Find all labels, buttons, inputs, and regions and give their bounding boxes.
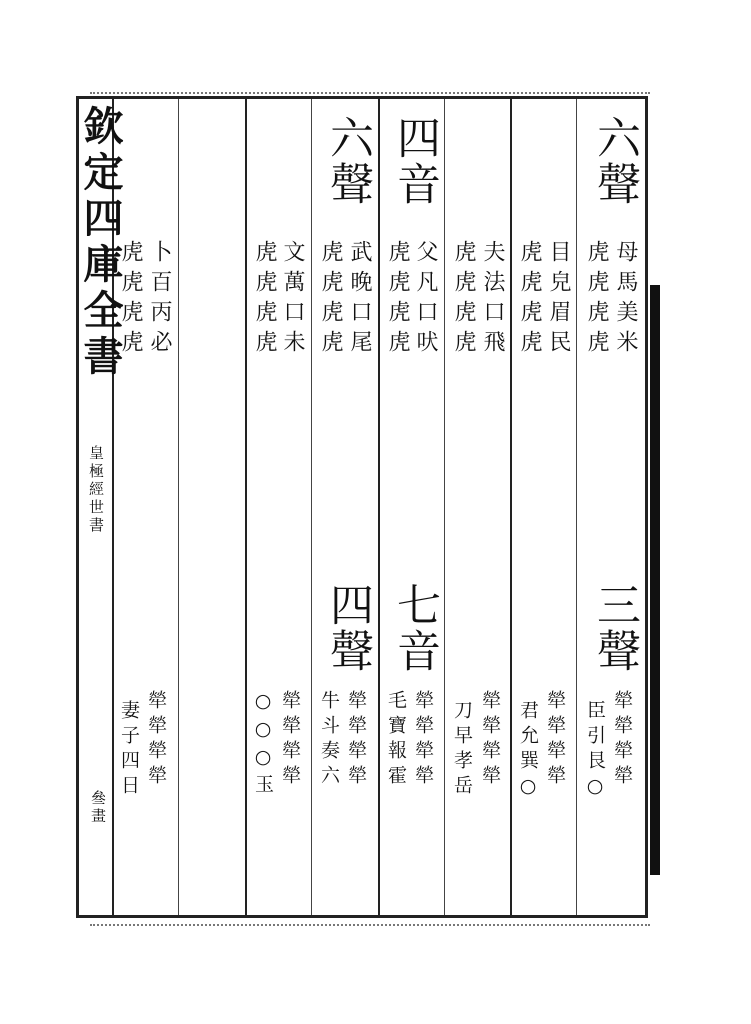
col5-row2: 虎虎虎虎 — [318, 240, 343, 360]
col4-bottom-heading: 七音 — [389, 582, 440, 674]
col3-row1: 夫法口飛 — [480, 240, 505, 360]
col1-row1: 母馬美米 — [613, 240, 638, 360]
col6-row1: 文萬口未 — [280, 240, 305, 360]
col4-row2: 虎虎虎虎 — [385, 240, 410, 360]
book-title: 欽定四庫全書 — [77, 105, 124, 381]
col3-row2: 虎虎虎虎 — [451, 240, 476, 360]
col1-row2: 虎虎虎虎 — [584, 240, 609, 360]
col4-bottom-row2: 毛寶報霍 — [385, 690, 407, 790]
col1-heading: 六聲 — [589, 115, 640, 207]
col3-bottom-row2: 刀早孝岳 — [451, 700, 473, 800]
col2-bottom-row2: 君允巽○ — [517, 700, 539, 803]
col6-bottom-row1: 犖犖犖犖 — [279, 690, 301, 790]
col4-row1: 父凡口吠 — [413, 240, 438, 360]
col8-row1: 卜百丙必 — [147, 240, 172, 360]
column-rule — [576, 99, 577, 915]
column-rule — [245, 99, 247, 915]
bottom-dotted-border — [90, 924, 650, 928]
col8-row2: 虎虎虎虎 — [118, 240, 143, 360]
col6-row2: 虎虎虎虎 — [252, 240, 277, 360]
col2-bottom-row1: 犖犖犖犖 — [544, 690, 566, 790]
column-rule — [444, 99, 445, 915]
col5-bottom-row1: 犖犖犖犖 — [345, 690, 367, 790]
col4-heading: 四音 — [389, 115, 440, 207]
col1-bottom-row2: 臣引艮○ — [584, 700, 606, 803]
col8-bottom-row2: 妻子四日 — [118, 700, 140, 800]
column-rule — [178, 99, 179, 915]
col5-heading: 六聲 — [322, 115, 373, 207]
col2-row1: 目皃眉民 — [546, 240, 571, 360]
col3-bottom-row1: 犖犖犖犖 — [479, 690, 501, 790]
page-edge-shadow — [650, 285, 660, 875]
col1-bottom-row1: 犖犖犖犖 — [611, 690, 633, 790]
col4-bottom-row1: 犖犖犖犖 — [412, 690, 434, 790]
column-rule — [311, 99, 312, 915]
col5-bottom-row2: 牛斗奏六 — [318, 690, 340, 790]
chapter-title: 皇極經世書 — [87, 445, 105, 535]
column-rule — [510, 99, 512, 915]
col2-row2: 虎虎虎虎 — [517, 240, 542, 360]
page-number: 叄畫 — [89, 790, 107, 826]
column-rule — [378, 99, 380, 915]
col8-bottom-row1: 犖犖犖犖 — [145, 690, 167, 790]
col6-bottom-row2: ○○○玉 — [252, 690, 274, 799]
col5-row1: 武晚口尾 — [347, 240, 372, 360]
col1-bottom-heading: 三聲 — [589, 582, 640, 674]
col5-bottom-heading: 四聲 — [322, 582, 373, 674]
page-frame — [76, 96, 648, 918]
